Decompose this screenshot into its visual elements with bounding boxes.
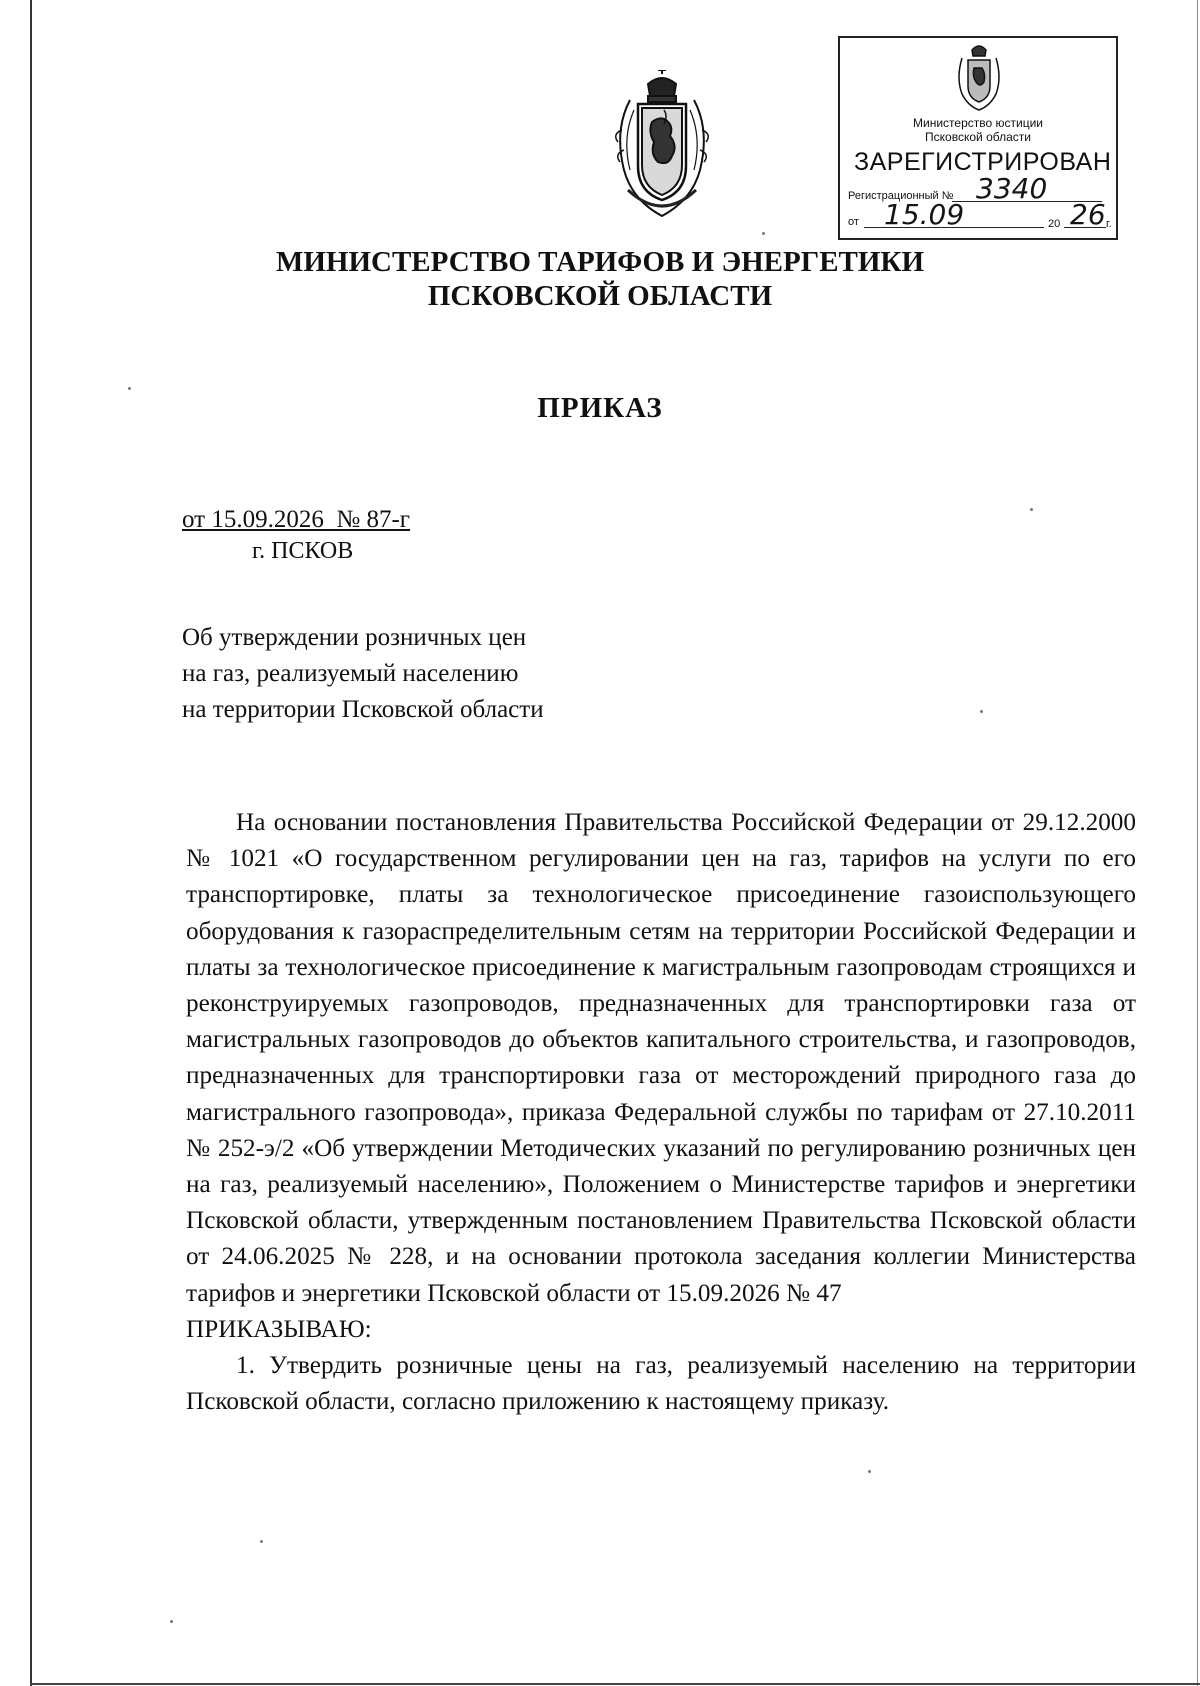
coat-of-arms-emblem — [608, 70, 716, 220]
scan-speck — [762, 232, 765, 235]
body-item-1: 1. Утвердить розничные цены на газ, реализуемый населению на территории Псковской области, согласно приложению к настоящему приказу. — [186, 1352, 1136, 1416]
stamp-date-row — [848, 198, 1112, 231]
stamp-date-day: 15 — [884, 198, 920, 231]
stamp-year-value: 26 — [1064, 198, 1106, 228]
scan-speck — [1030, 508, 1033, 511]
scan-speck — [980, 710, 983, 713]
subject-line3: на территории Псковской области — [182, 696, 544, 723]
order-city: г. ПСКОВ — [252, 538, 354, 564]
subject-line2: на газ, реализуемый населению — [182, 660, 519, 687]
stamp-year-prefix: 20 — [1048, 218, 1061, 230]
ministry-name-line2: ПСКОВСКОЙ ОБЛАСТИ — [427, 280, 773, 312]
stamp-year-end: г. — [1106, 218, 1112, 230]
order-body — [186, 805, 1136, 1420]
stamp-emblem-icon — [954, 42, 1004, 112]
scan-speck — [868, 1470, 871, 1473]
scan-speck — [128, 387, 131, 390]
body-preamble: На основании постановления Правительства Российской Федерации от 29.12.2000 № 1021 «О государственном регулировании цен на газ, тарифов на услуги по его транспортировке, платы за технологическое присоединение газоиспользующего оборудования к газораспределительным сетям на территории Российской Федерации и платы за технологическое присоединение к магистральным газопроводам строящихся и реконструируемых газопроводов, предназначенных для транспортировки газа от магистральных газопроводов до объектов капитального строительства, и газопроводов, предназначенных для транспортировки газа от месторождений природного газа до магистрального газопровода», приказа Федеральной службы по тарифам от 27.10.2011 № 252-э/2 «Об утверждении Методических указаний по регулированию розничных цен на газ, реализуемый населению», Положением о Министерстве тарифов и энергетики Псковской области, утвержденным постановлением Правительства Псковской области от 24.06.2025 № 228, и на основании протокола заседания коллегии Министерства тарифов и энергетики Псковской области от 15.09.2026 № 47 — [186, 809, 1136, 1307]
stamp-reg-number: 3340 — [952, 172, 1102, 202]
stamp-org-line1: Министерство юстиции — [913, 116, 1043, 130]
registration-stamp — [838, 36, 1118, 240]
order-date-number: от 15.09.2026 № 87-г — [182, 506, 411, 533]
stamp-date-month: 09 — [928, 198, 965, 231]
stamp-org-line2: Псковской области — [925, 130, 1031, 144]
stamp-date-value: 15.09 — [864, 198, 1044, 228]
document-type-title: ПРИКАЗ — [537, 392, 663, 424]
order-subject — [182, 620, 544, 728]
ministry-name-line1: МИНИСТЕРСТВО ТАРИФОВ И ЭНЕРГЕТИКИ — [275, 246, 925, 278]
stamp-date-prefix: от — [848, 216, 859, 228]
scan-edge-bottom — [30, 1683, 1200, 1685]
stamp-status: ЗАРЕГИСТРИРОВАН — [854, 148, 1112, 176]
scan-speck — [170, 1620, 173, 1623]
subject-line1: Об утверждении розничных цен — [182, 624, 527, 651]
body-command: ПРИКАЗЫВАЮ: — [186, 1315, 372, 1343]
stamp-reg-label: Регистрационный № — [848, 190, 954, 202]
scan-speck — [260, 1540, 263, 1543]
